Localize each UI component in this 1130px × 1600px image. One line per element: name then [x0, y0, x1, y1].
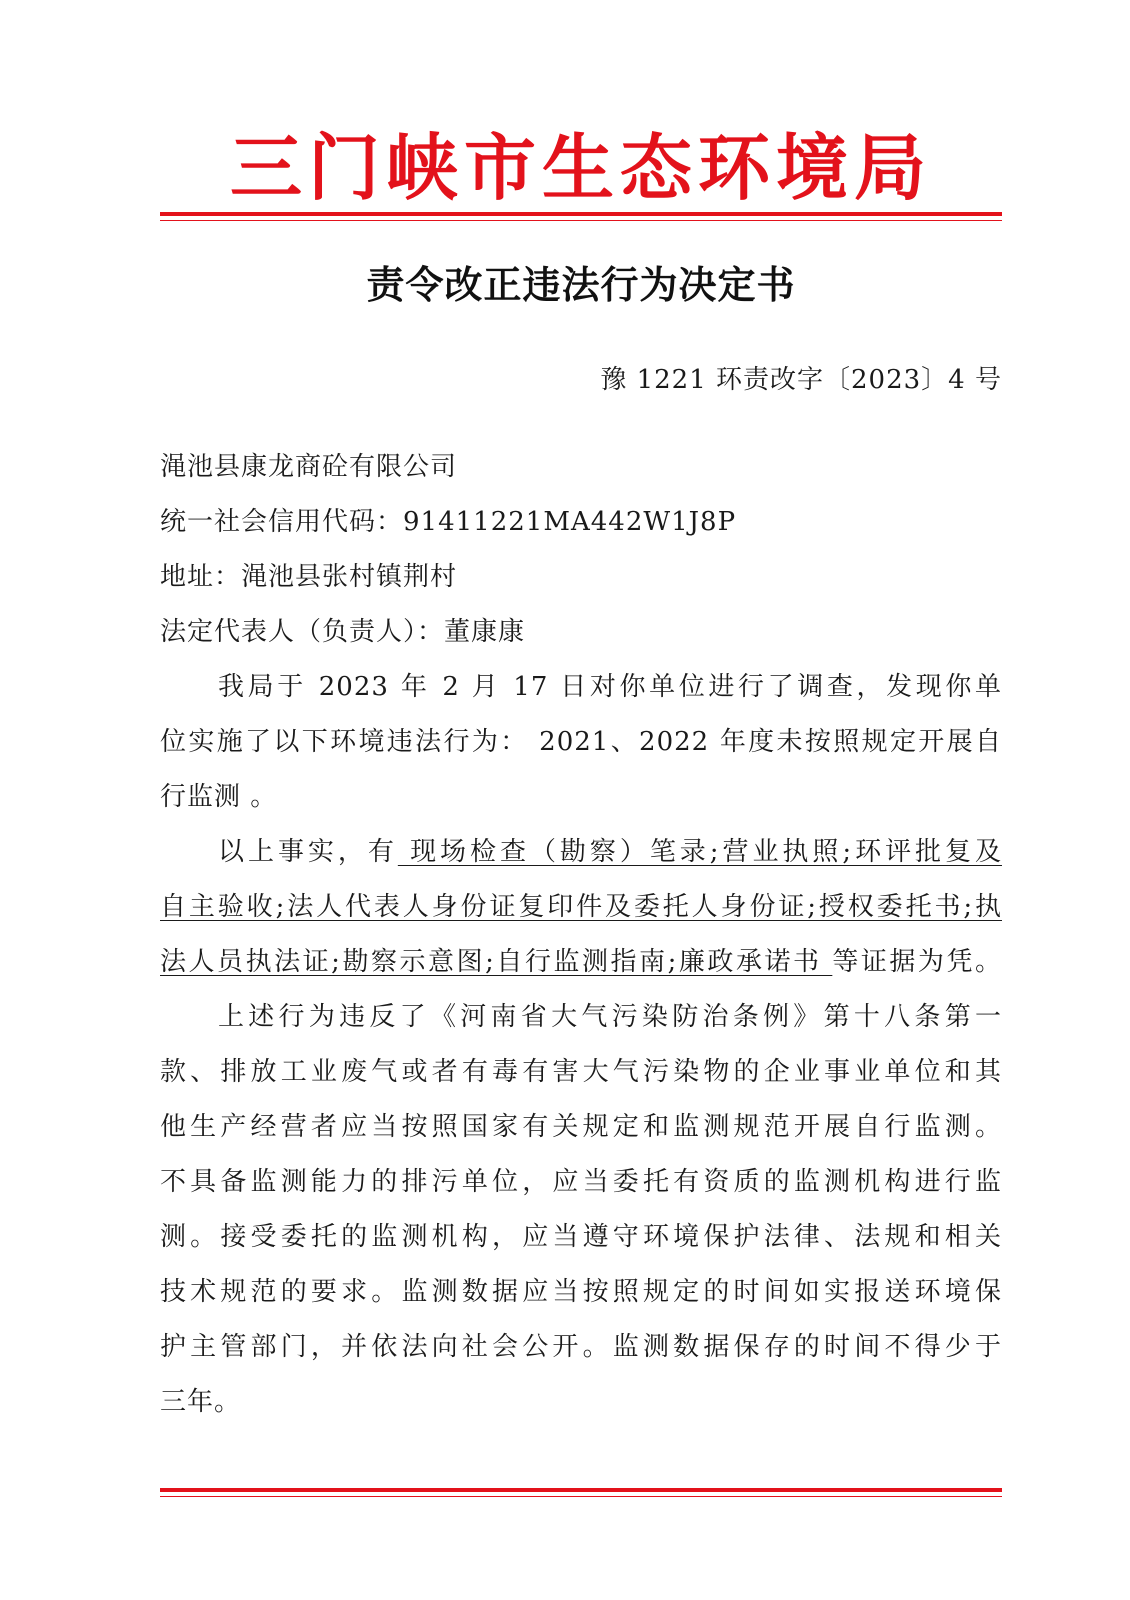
company-address: 地址：渑池县张村镇荆村 [160, 562, 458, 592]
paragraph-3-line-3: 他生产经营者应当按照国家有关规定和监测规范开展自行监测。 [160, 1112, 1002, 1142]
legal-representative: 法定代表人（负责人）：董康康 [160, 617, 526, 647]
paragraph-3-line-7: 护主管部门，并依法向社会公开。监测数据保存的时间不得少于 [160, 1332, 1002, 1362]
footer-divider-thick [160, 1488, 1002, 1492]
evidence-outro: 等证据为凭。 [832, 947, 1002, 977]
paragraph-2-line-2 [160, 887, 1002, 927]
paragraph-3-line-8: 三年。 [160, 1387, 242, 1417]
paragraph-3-line-2: 款、排放工业废气或者有毒有害大气污染物的企业事业单位和其 [160, 1057, 1002, 1087]
document-title: 责令改正违法行为决定书 [366, 262, 796, 307]
paragraph-3-line-4: 不具备监测能力的排污单位，应当委托有资质的监测机构进行监 [160, 1167, 1002, 1197]
footer-divider-thin [160, 1496, 1002, 1497]
agency-letterhead: 三门峡市生态环境局 [229, 125, 932, 210]
paragraph-3-line-5: 测。接受委托的监测机构，应当遵守环境保护法律、法规和相关 [160, 1222, 1002, 1252]
header-divider-thick [160, 212, 1002, 216]
credit-code: 统一社会信用代码：91411221MA442W1J8P [160, 507, 737, 537]
header-divider-thin [160, 220, 1002, 221]
paragraph-1-line-1: 我局于 2023 年 2 月 17 日对你单位进行了调查，发现你单 [218, 672, 1002, 702]
document-number: 豫 1221 环责改字〔2023〕4 号 [600, 365, 1002, 395]
paragraph-3-line-1: 上述行为违反了《河南省大气污染防治条例》第十八条第一 [218, 1002, 1002, 1032]
paragraph-1-line-3: 行监测 。 [160, 782, 278, 812]
company-name: 渑池县康龙商砼有限公司 [160, 452, 458, 482]
paragraph-3-line-6: 技术规范的要求。监测数据应当按照规定的时间如实报送环境保 [160, 1277, 1002, 1307]
paragraph-2-line-3 [160, 942, 1002, 982]
evidence-list-part-2: 自主验收;法人代表人身份证复印件及委托人身份证;授权委托书;执 [160, 892, 1002, 922]
paragraph-2-line-1 [218, 832, 1002, 872]
evidence-list-part-3: 法人员执法证;勘察示意图;自行监测指南;廉政承诺书 [160, 947, 833, 977]
evidence-list-part-1: 现场检查（勘察）笔录;营业执照;环评批复及 [397, 837, 1002, 867]
paragraph-1-line-2: 位实施了以下环境违法行为： 2021、2022 年度未按照规定开展自 [160, 727, 1002, 757]
evidence-intro: 以上事实，有 [218, 837, 398, 867]
